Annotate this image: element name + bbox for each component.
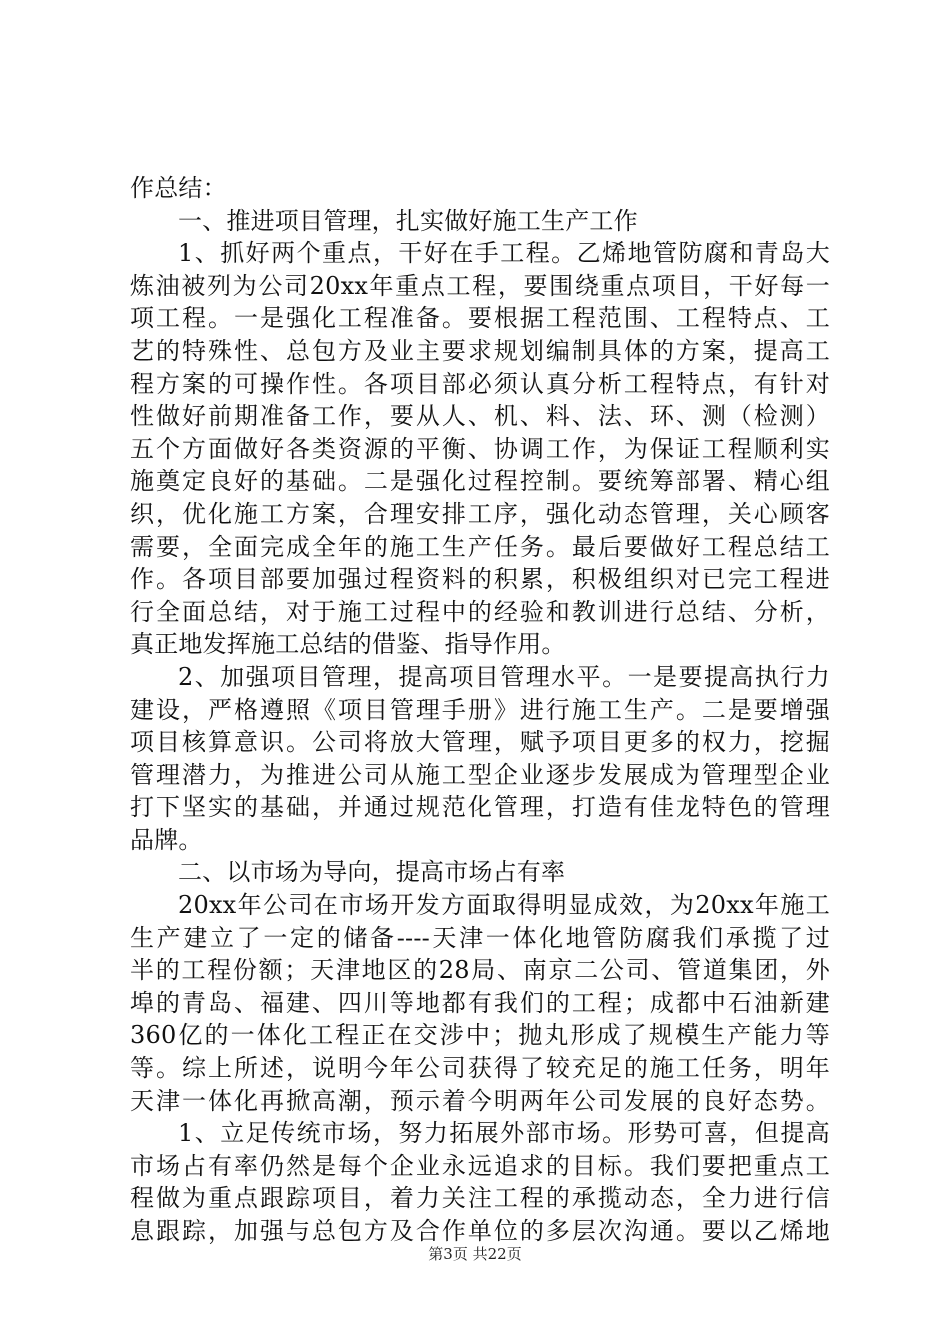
text-line: 管理潜力，为推进公司从施工型企业逐步发展成为管理型企业 xyxy=(130,760,830,789)
text-line: 市场占有率仍然是每个企业永远追求的目标。我们要把重点工 xyxy=(130,1151,830,1180)
body-text xyxy=(130,172,830,1248)
text-line: 性做好前期准备工作，要从人、机、料、法、环、测（检测） xyxy=(130,402,830,431)
text-line: 项工程。一是强化工程准备。要根据工程范围、工程特点、工 xyxy=(130,304,830,333)
text-line: 织，优化施工方案，合理安排工序，强化动态管理，关心顾客 xyxy=(130,499,830,528)
text-line: 天津一体化再掀高潮，预示着今明两年公司发展的良好态势。 xyxy=(130,1086,830,1115)
text-line: 360亿的一体化工程正在交涉中；抛丸形成了规模生产能力等 xyxy=(130,1021,830,1050)
section-heading: 一、推进项目管理，扎实做好施工生产工作 xyxy=(178,206,638,235)
text-line: 1、立足传统市场，努力拓展外部市场。形势可喜，但提高 xyxy=(178,1119,830,1148)
text-line: 20xx年公司在市场开发方面取得明显成效，为20xx年施工 xyxy=(178,891,830,920)
text-line: 1、抓好两个重点，干好在手工程。乙烯地管防腐和青岛大 xyxy=(178,239,830,268)
text-line: 息跟踪，加强与总包方及合作单位的多层次沟通。要以乙烯地 xyxy=(130,1217,830,1245)
text-line: 作总结： xyxy=(130,174,227,202)
text-line: 真正地发挥施工总结的借鉴、指导作用。 xyxy=(130,630,566,659)
text-line: 行全面总结，对于施工过程中的经验和教训进行总结、分析， xyxy=(130,597,830,626)
text-line: 建设，严格遵照《项目管理手册》进行施工生产。二是要增强 xyxy=(130,695,830,724)
text-line: 生产建立了一定的储备----天津一体化地管防腐我们承揽了过 xyxy=(130,923,830,952)
text-line: 五个方面做好各类资源的平衡、协调工作，为保证工程顺利实 xyxy=(130,434,830,463)
text-line: 半的工程份额；天津地区的28局、南京二公司、管道集团，外 xyxy=(130,956,830,985)
text-line: 打下坚实的基础，并通过规范化管理，打造有佳龙特色的管理 xyxy=(130,793,830,822)
text-line: 埠的青岛、福建、四川等地都有我们的工程；成都中石油新建 xyxy=(130,988,830,1017)
text-line: 品牌。 xyxy=(130,825,203,854)
section-heading: 二、以市场为导向，提高市场占有率 xyxy=(178,858,566,887)
text-line: 程方案的可操作性。各项目部必须认真分析工程特点，有针对 xyxy=(130,369,830,398)
text-line: 2、加强项目管理，提高项目管理水平。一是要提高执行力 xyxy=(178,662,830,691)
text-line: 艺的特殊性、总包方及业主要求规划编制具体的方案，提高工 xyxy=(130,336,830,365)
page-number-footer: 第3页 共22页 xyxy=(428,1245,522,1263)
text-line: 程做为重点跟踪项目，着力关注工程的承揽动态，全力进行信 xyxy=(130,1184,830,1213)
text-line: 需要，全面完成全年的施工生产任务。最后要做好工程总结工 xyxy=(130,532,830,561)
text-line: 项目核算意识。公司将放大管理，赋予项目更多的权力，挖掘 xyxy=(130,728,830,757)
text-line: 作。各项目部要加强过程资料的积累，积极组织对已完工程进 xyxy=(130,565,830,594)
text-line: 施奠定良好的基础。二是强化过程控制。要统筹部署、精心组 xyxy=(130,467,830,496)
text-line: 炼油被列为公司20xx年重点工程，要围绕重点项目，干好每一 xyxy=(130,271,830,300)
text-line: 等。综上所述，说明今年公司获得了较充足的施工任务，明年 xyxy=(130,1054,830,1083)
